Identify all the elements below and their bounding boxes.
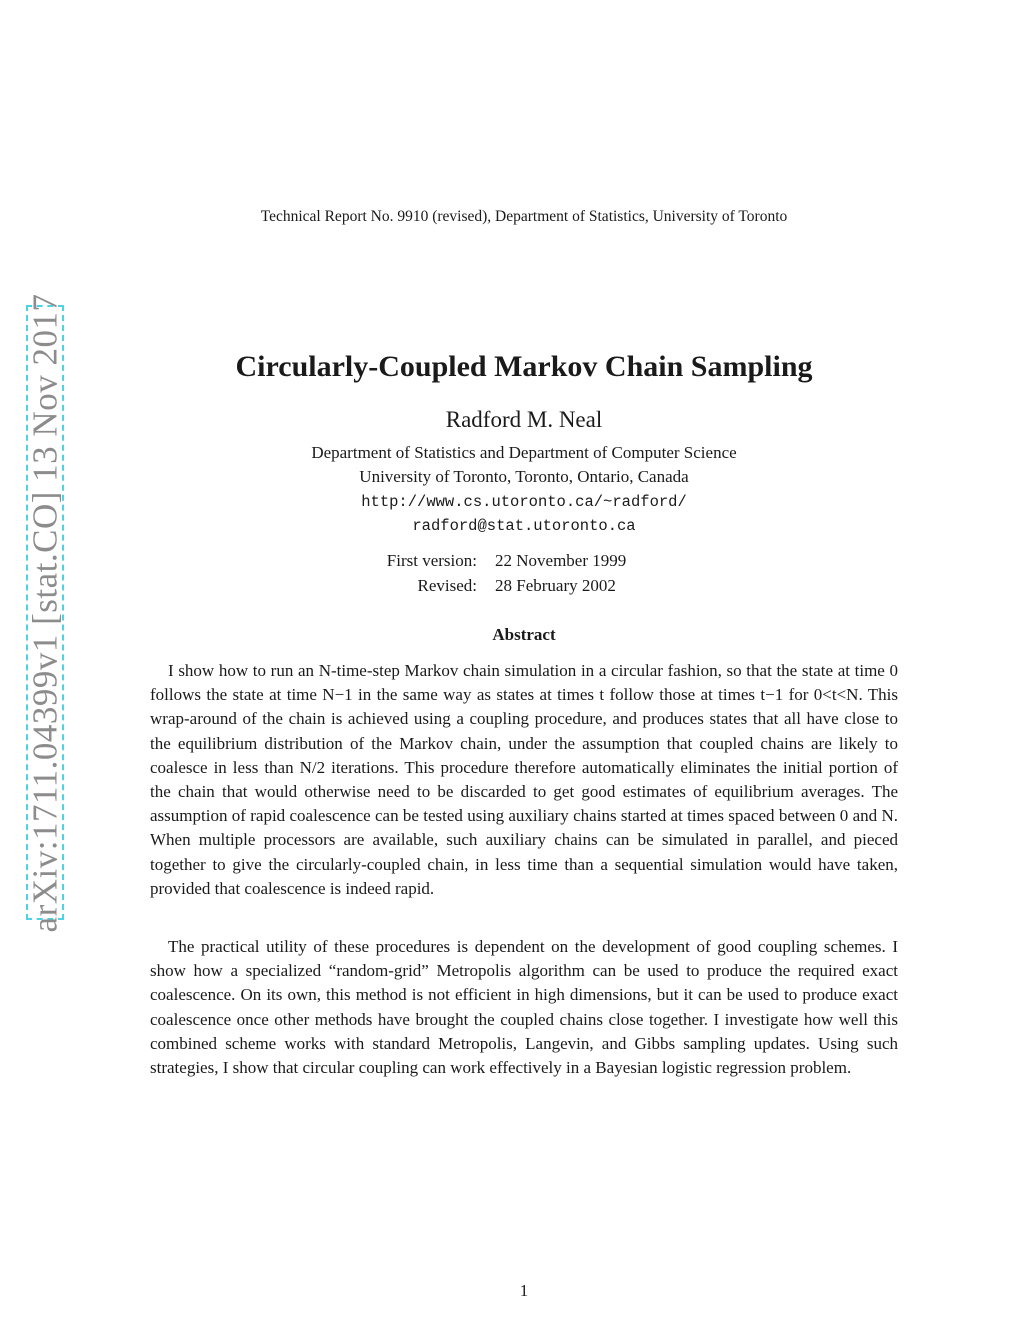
revised-date: 28 February 2002 — [495, 575, 616, 595]
first-version-label: First version: — [386, 551, 477, 570]
version-dates — [150, 549, 898, 598]
first-version-row — [150, 549, 898, 574]
affiliation-block — [150, 441, 898, 538]
report-header: Technical Report No. 9910 (revised), Department of Statistics, University of Toronto — [260, 208, 788, 225]
revised-row — [150, 574, 898, 599]
abstract-paragraph-1: I show how to run an N-time-step Markov chain simulation in a circular fashion, so that the state at time 0 follows the state at time N−1 in the same way as states at times t follow those at times t−1 for 0<t<N. This wrap-around of the chain is achieved using a coupling procedure, and produces states that all have close to the equilibrium distribution of the Markov chain, under the assumption that coupled chains are likely to coalesce in less than N/2 iterations. This procedure therefore automatically eliminates the initial portion of the chain that would otherwise need to be discarded to get good estimates of equilibrium averages. The assumption of rapid coalescence can be tested using auxiliary chains started at times spaced between 0 and N. When multiple processors are available, such auxiliary chains can be simulated in parallel, and pieced together to give the circularly-coupled chain, in less time than a sequential simulation would have taken, provided that coalescence is indeed rapid. — [150, 661, 898, 898]
paper-title: Circularly-Coupled Markov Chain Sampling — [235, 350, 813, 383]
author-url-link[interactable]: http://www.cs.utoronto.ca/~radford/ — [361, 492, 687, 511]
revised-label: Revised: — [417, 575, 477, 595]
abstract-paragraph-2: The practical utility of these procedures is dependent on the development of good coupling schemes. I show how a specialized “random-grid” Metropolis algorithm can be used to produce the required exact coalescence. On its own, this method is not efficient in high dimensions, but it can be used to produce exact coalescence once other methods have brought the coupled chains close together. I investigate how well this combined scheme works with standard Metropolis, Langevin, and Gibbs sampling updates. Using such strategies, I show that circular coupling can work effectively in a Bayesian logistic regression problem. — [150, 937, 898, 1078]
abstract-heading: Abstract — [492, 625, 556, 644]
affiliation-line-1: Department of Statistics and Department of Computer Science — [311, 443, 737, 462]
page-number: 1 — [519, 1281, 529, 1300]
author-email-link[interactable]: radford@stat.utoronto.ca — [412, 516, 636, 535]
arxiv-stamp[interactable] — [25, 293, 64, 932]
author-name: Radford M. Neal — [445, 407, 603, 432]
affiliation-line-2: University of Toronto, Toronto, Ontario, Canada — [359, 467, 689, 487]
first-version-date: 22 November 1999 — [495, 551, 627, 570]
arxiv-stamp-text: arXiv:1711.04399v1 [stat.CO] 13 Nov 2017 — [25, 293, 64, 932]
